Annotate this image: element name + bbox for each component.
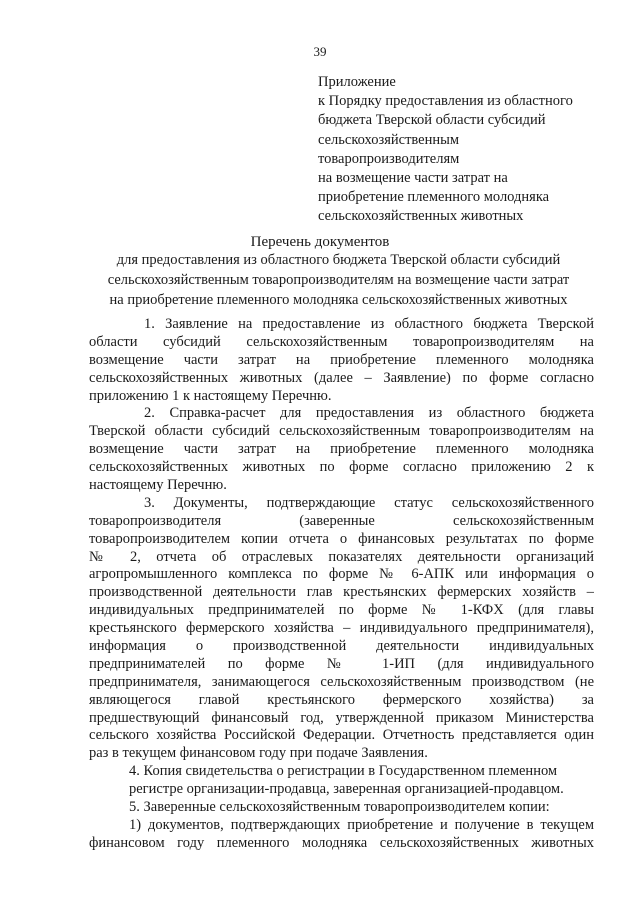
body-line: сельского хозяйства Российской Федерации. Отчетность представляется один <box>89 727 594 744</box>
body-line: № 2, отчета об отраслевых показателях деятельности организаций <box>89 548 594 565</box>
document-body <box>89 316 594 853</box>
body-line: предпринимателей по форме № 1-ИП (для индивидуального <box>89 655 594 672</box>
body-line: сельскохозяйственных животных (далее – Заявление) по форме согласно <box>89 369 594 386</box>
subtitle-line: на приобретение племенного молодняка сельскохозяйственных животных <box>109 292 568 308</box>
body-line: агропромышленного комплекса по форме № 6-АПК или информация о <box>89 566 594 583</box>
body-line: настоящему Перечню. <box>89 477 227 494</box>
body-line: 5. Заверенные сельскохозяйственным товаропроизводителем копии: <box>129 799 550 816</box>
body-line: предшествующий финансовый год, утвержденной приказом Министерства <box>89 709 594 726</box>
appendix-line: к Порядку предоставления из областного <box>318 93 573 110</box>
appendix-line: приобретение племенного молодняка <box>318 189 550 206</box>
body-line: 1) документов, подтверждающих приобретение и получение в текущем <box>129 816 594 833</box>
body-line: производственной деятельности глав крестьянских фермерских хозяйств – <box>89 584 594 601</box>
body-line: индивидуальных предпринимателей по форме № 1-КФХ (для главы <box>89 602 594 619</box>
body-line: информация о производственной деятельности индивидуальных <box>89 638 594 655</box>
subtitle-line: для предоставления из областного бюджета Тверской области субсидий <box>116 252 561 268</box>
body-line: крестьянского фермерского хозяйства – индивидуального предпринимателя), <box>89 620 594 637</box>
appendix-line: сельскохозяйственных животных <box>318 208 524 225</box>
body-line: сельскохозяйственных животных по форме согласно приложению 2 к <box>89 459 594 476</box>
body-line: области субсидий сельскохозяйственным товаропроизводителям на <box>89 333 594 350</box>
subtitle-line: сельскохозяйственным товаропроизводителям на возмещение части затрат <box>107 272 570 288</box>
appendix-line: на возмещение части затрат на <box>318 170 508 187</box>
body-line: 4. Копия свидетельства о регистрации в Государственном племенном <box>129 763 558 780</box>
body-line: товаропроизводителя (заверенные сельскохозяйственным <box>89 512 594 529</box>
appendix-line: товаропроизводителям <box>318 150 460 167</box>
body-line: товаропроизводителем копии отчета о финансовых результатах по форме <box>89 530 594 547</box>
body-line: раз в текущем финансовом году при подаче Заявления. <box>89 745 428 762</box>
body-line: финансовом году племенного молодняка сельскохозяйственных животных <box>89 834 594 851</box>
page-number: 39 <box>313 44 327 59</box>
body-line: являющегося главой крестьянского фермерского хозяйства) за <box>89 691 594 708</box>
body-line: возмещение части затрат на приобретение племенного молодняка <box>89 441 594 458</box>
document-title: Перечень документов <box>250 234 390 250</box>
appendix-header <box>318 73 618 227</box>
appendix-line: Приложение <box>318 74 396 90</box>
body-line: приложению 1 к настоящему Перечню. <box>89 387 332 404</box>
body-line: возмещение части затрат на приобретение племенного молодняка <box>89 351 594 368</box>
appendix-line: сельскохозяйственным <box>318 131 460 148</box>
body-line: предпринимателя, занимающегося сельскохозяйственным производством (не <box>89 673 594 690</box>
appendix-line: бюджета Тверской области субсидий <box>318 112 546 129</box>
body-line: 3. Документы, подтверждающие статус сельскохозяйственного <box>144 494 594 511</box>
body-line: 1. Заявление на предоставление из областного бюджета Тверской <box>144 316 594 332</box>
body-line: 2. Справка-расчет для предоставления из областного бюджета <box>144 405 594 422</box>
document-subtitle <box>86 250 591 310</box>
body-line: Тверской области субсидий сельскохозяйственным товаропроизводителям на <box>89 423 594 440</box>
body-line: регистре организации-продавца, заверенная организацией-продавцом. <box>129 781 564 798</box>
